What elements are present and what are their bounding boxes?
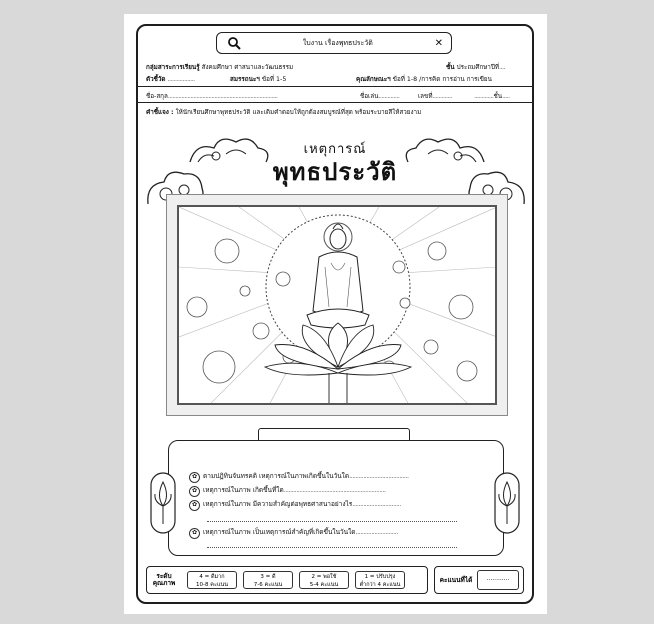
grade-value: ประถมศึกษาปีที่: [456, 64, 499, 71]
lotus-ornament-right: [494, 472, 520, 534]
number-label: เลขที่: [418, 93, 433, 100]
worksheet-page: [124, 14, 547, 614]
grade-row: ชั้น ประถมศึกษาปีที่....: [446, 64, 505, 71]
indicator-dots: ..................: [167, 76, 195, 83]
grade-label: ชั้น: [446, 64, 455, 71]
title-small: เหตุการณ์: [303, 142, 367, 157]
question-1: ✿ ตามปฏิทินจันทรคติ เหตุการณ์ในภาพเกิดขึ้นในวันใด......................................: [189, 471, 409, 483]
trait-label: คุณลักษณะฯ: [356, 76, 391, 83]
answer-line[interactable]: [207, 547, 457, 548]
competency-label: สมรรถนะฯ: [230, 76, 260, 83]
buddha-illustration: [177, 205, 497, 405]
title-large: พุทธประวัติ: [272, 158, 398, 186]
trait-value: ข้อที่ 1-8 /การคิด การอ่าน การเขียน: [392, 76, 492, 83]
name-field[interactable]: ชื่อ-สกุล.........................................................................: [146, 93, 278, 100]
quality-scale: [146, 566, 428, 594]
earned-score-label: คะแนนที่ได้: [439, 576, 473, 584]
close-icon[interactable]: ✕: [434, 37, 443, 49]
quality-level-2: 2 = พอใช้ 5-4 คะแนน: [299, 571, 349, 589]
trait-row: [356, 74, 492, 84]
answer-line[interactable]: [207, 521, 457, 522]
nickname-field[interactable]: ชื่อเล่น..............: [360, 93, 400, 100]
quality-level-1: 1 = ปรับปรุง ต่ำกว่า 4 คะแนน: [355, 571, 405, 589]
quality-label: ระดับ คุณภาพ: [152, 572, 176, 587]
competency-row: [230, 74, 286, 84]
nickname-label: ชื่อเล่น: [360, 93, 379, 100]
class-field[interactable]: .............ชั้น.....: [474, 93, 510, 100]
divider: [136, 86, 534, 87]
lotus-ornament-left: [150, 472, 176, 534]
search-icon[interactable]: [227, 36, 241, 50]
question-3: ✿ เหตุการณ์ในภาพ มีความสำคัญต่อพุทธศาสนาอย่างไร...............................: [189, 499, 401, 511]
star-icon: ✿: [189, 472, 200, 483]
name-label: ชื่อ-สกุล: [146, 93, 168, 100]
picture-frame: [166, 194, 508, 416]
worksheet-title: [260, 138, 410, 185]
number-field[interactable]: เลขที่.............: [418, 93, 452, 100]
star-icon: ✿: [189, 500, 200, 511]
quality-level-4: 4 = ดีมาก 10-8 คะแนน: [187, 571, 237, 589]
star-icon: ✿: [189, 528, 200, 539]
star-icon: ✿: [189, 486, 200, 497]
question-box: [168, 440, 504, 556]
search-query[interactable]: ใบงาน เรื่องพุทธประวัติ: [302, 38, 373, 47]
subject-value: สังคมศึกษา ศาสนาและวัฒนธรรม: [201, 64, 294, 71]
earned-score-field[interactable]: ............: [477, 570, 519, 590]
class-label: ชั้น: [493, 93, 503, 100]
earned-score: [434, 566, 524, 594]
indicator-label: ตัวชี้วัด: [146, 76, 166, 83]
quality-level-3: 3 = ดี 7-6 คะแนน: [243, 571, 293, 589]
question-4: ✿ เหตุการณ์ในภาพ เป็นเหตุการณ์สำคัญที่เกิดขึ้นในวันใด...........................: [189, 527, 398, 539]
indicator-row: [146, 74, 195, 84]
subject-row: [146, 62, 293, 72]
search-bar[interactable]: [216, 32, 452, 54]
buddha-drawing: [179, 207, 497, 405]
instruction-label: คำชี้แจง :: [146, 109, 174, 116]
divider: [136, 102, 534, 103]
instruction-text: ให้นักเรียนศึกษาพุทธประวัติ และเติมคำตอบให้ถูกต้องสมบูรณ์ที่สุด พร้อมระบายสีให้สวยงาม: [175, 109, 422, 116]
competency-value: ข้อที่ 1-5: [261, 76, 287, 83]
subject-label: กลุ่มสาระการเรียนรู้: [146, 64, 200, 71]
instruction: [146, 107, 421, 117]
question-2: ✿ เหตุการณ์ในภาพ เกิดขึ้นที่ใด.................................................................: [189, 485, 386, 497]
